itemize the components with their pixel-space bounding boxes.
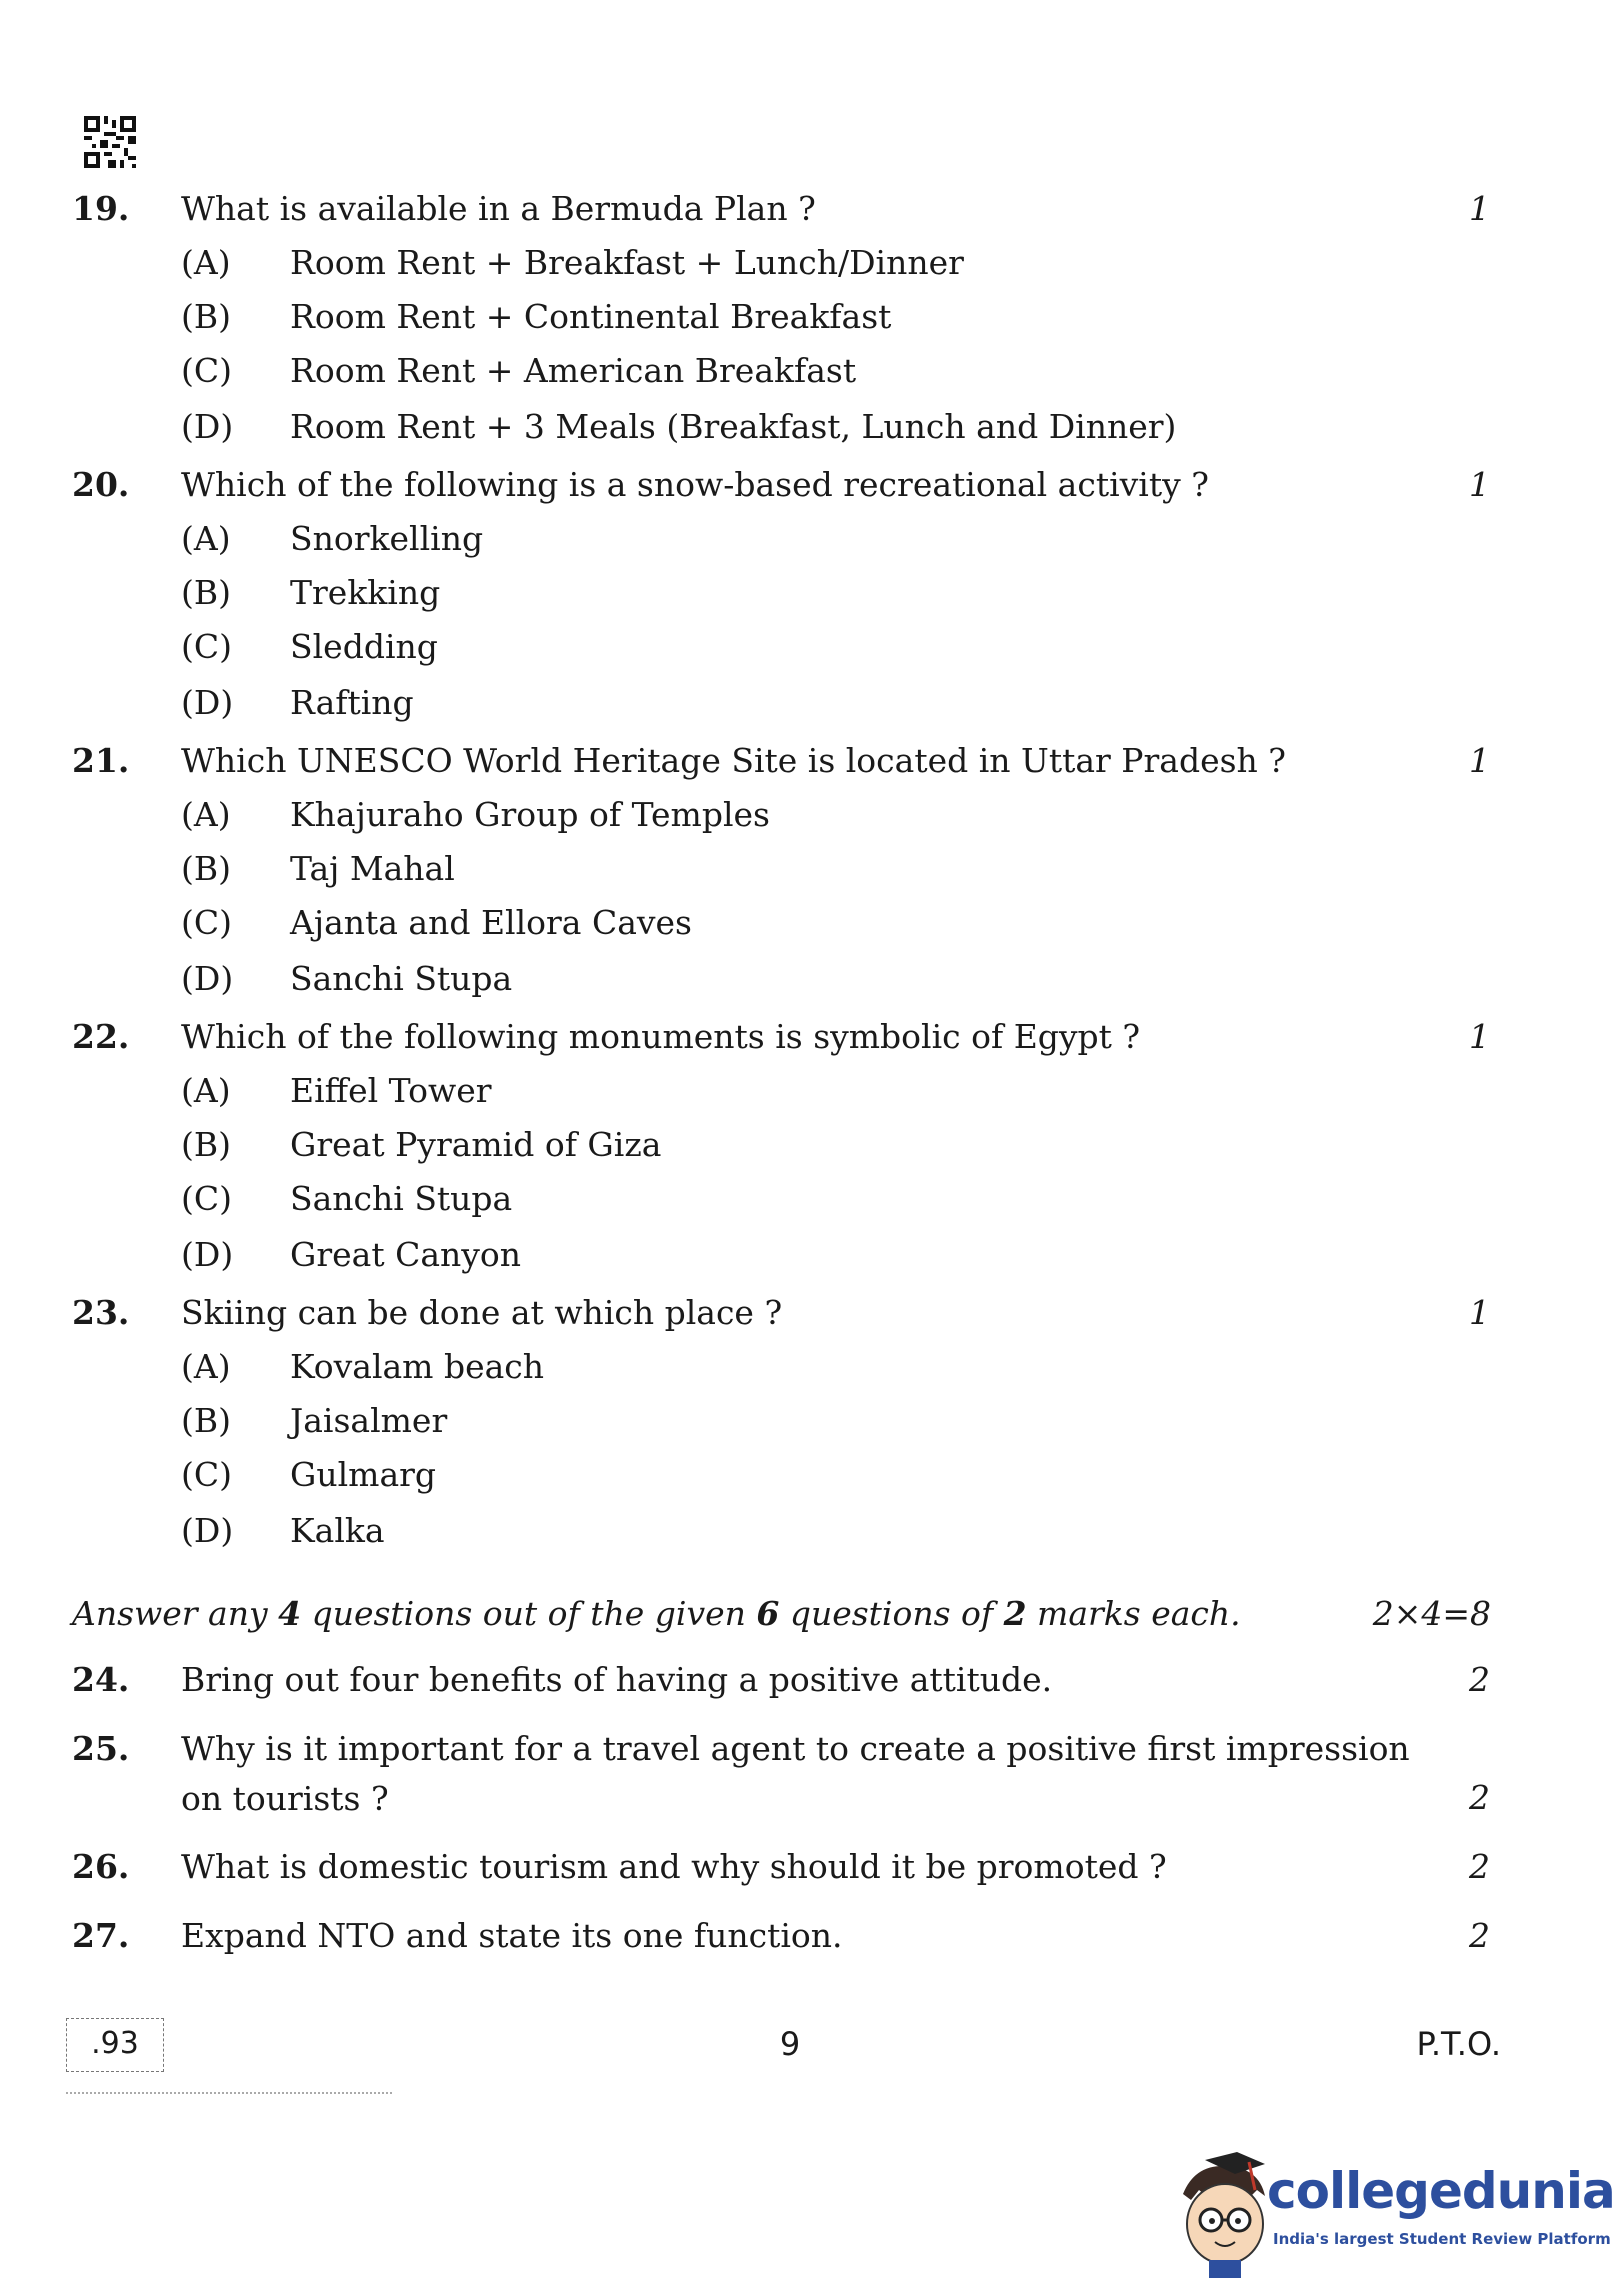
- question-text: Bring out four benefits of having a positive attitude.: [181, 1660, 1053, 1699]
- option-text: Great Canyon: [290, 1235, 522, 1274]
- footer-divider: [66, 2092, 392, 2094]
- instruction-count: 2: [1003, 1594, 1027, 1633]
- option-label: (A): [181, 1347, 231, 1386]
- option-text: Khajuraho Group of Temples: [290, 795, 770, 834]
- pto-label: P.T.O.: [1416, 2025, 1501, 2063]
- option-label: (C): [181, 351, 232, 390]
- question-text: Which UNESCO World Heritage Site is located in Uttar Pradesh ?: [181, 741, 1286, 780]
- option-text: Room Rent + Breakfast + Lunch/Dinner: [290, 243, 964, 282]
- option-item: [0, 841, 1571, 897]
- option-label: (D): [181, 683, 234, 722]
- instruction-part: Answer any: [72, 1594, 279, 1633]
- collegedunia-logo[interactable]: [1165, 2150, 1615, 2278]
- option-item: [0, 235, 1571, 291]
- question-text: Why is it important for a travel agent to create a positive first impression on tourists ?: [181, 1729, 1410, 1818]
- option-label: (D): [181, 407, 234, 446]
- question-text: Which of the following monuments is symbolic of Egypt ?: [181, 1017, 1141, 1056]
- question-number: 26.: [72, 1847, 130, 1886]
- question-marks: 2: [1469, 1847, 1490, 1886]
- brand-name: collegedunia: [1267, 2162, 1615, 2220]
- option-item: [0, 399, 1571, 455]
- option-label: (A): [181, 795, 231, 834]
- question-text: Skiing can be done at which place ?: [181, 1293, 783, 1332]
- option-item: [0, 343, 1571, 399]
- page-number: 9: [779, 2025, 801, 2063]
- question-marks: 1: [1469, 1293, 1490, 1332]
- option-label: (A): [181, 243, 231, 282]
- question-marks: 2: [1469, 1916, 1490, 1955]
- option-label: (A): [181, 519, 231, 558]
- option-label: (A): [181, 1071, 231, 1110]
- question-marks: 1: [1469, 741, 1490, 780]
- option-text: Rafting: [290, 683, 414, 722]
- option-item: [0, 1339, 1571, 1395]
- instruction-count: 6: [756, 1594, 780, 1633]
- option-item: [0, 675, 1571, 731]
- option-item: [0, 1393, 1571, 1449]
- question-marks: 2: [1469, 1660, 1490, 1699]
- option-text: Room Rent + 3 Meals (Breakfast, Lunch and Dinner): [290, 407, 1177, 446]
- option-text: Sanchi Stupa: [290, 1179, 513, 1218]
- option-text: Taj Mahal: [290, 849, 455, 888]
- instruction-part: questions out of the given: [301, 1594, 757, 1633]
- option-item: [0, 1171, 1571, 1227]
- option-text: Room Rent + Continental Breakfast: [290, 297, 892, 336]
- option-text: Room Rent + American Breakfast: [290, 351, 857, 390]
- option-item: [0, 1117, 1571, 1173]
- instruction-count: 4: [278, 1594, 302, 1633]
- option-item: [0, 1503, 1571, 1559]
- question-text: What is domestic tourism and why should it be promoted ?: [181, 1847, 1167, 1886]
- option-text: Eiffel Tower: [290, 1071, 492, 1110]
- option-text: Gulmarg: [290, 1455, 437, 1494]
- option-label: (B): [181, 1401, 231, 1440]
- question-text: What is available in a Bermuda Plan ?: [181, 189, 816, 228]
- option-text: Snorkelling: [290, 519, 484, 558]
- option-item: [0, 787, 1571, 843]
- option-item: [0, 289, 1571, 345]
- question-text: Expand NTO and state its one function.: [181, 1916, 843, 1955]
- option-label: (C): [181, 627, 232, 666]
- section-total-marks: 2×4=8: [1372, 1594, 1491, 1633]
- option-label: (C): [181, 1455, 232, 1494]
- option-label: (D): [181, 1511, 234, 1550]
- option-item: [0, 951, 1571, 1007]
- option-text: Sanchi Stupa: [290, 959, 513, 998]
- option-text: Kalka: [290, 1511, 385, 1550]
- option-text: Great Pyramid of Giza: [290, 1125, 662, 1164]
- option-item: [0, 619, 1571, 675]
- option-label: (C): [181, 903, 232, 942]
- question-number: 19.: [72, 189, 130, 228]
- instruction-text: [72, 1586, 1241, 1642]
- question-text: Which of the following is a snow-based recreational activity ?: [181, 465, 1209, 504]
- option-text: Trekking: [290, 573, 441, 612]
- question-number: 22.: [72, 1017, 130, 1056]
- question-number: 23.: [72, 1293, 130, 1332]
- question-marks: 1: [1469, 465, 1490, 504]
- paper-code: .93: [66, 2018, 164, 2072]
- question-marks: 2: [1469, 1778, 1490, 1817]
- option-label: (B): [181, 849, 231, 888]
- option-item: [0, 511, 1571, 567]
- option-item: [0, 1063, 1571, 1119]
- option-item: [0, 565, 1571, 621]
- option-label: (C): [181, 1179, 232, 1218]
- option-label: (D): [181, 1235, 234, 1274]
- option-item: [0, 1447, 1571, 1503]
- instruction-part: marks each.: [1026, 1594, 1241, 1633]
- option-text: Jaisalmer: [290, 1401, 448, 1440]
- question-marks: 1: [1469, 1017, 1490, 1056]
- option-label: (B): [181, 573, 231, 612]
- qr-code-icon: [84, 116, 136, 168]
- option-text: Ajanta and Ellora Caves: [290, 903, 692, 942]
- question-marks: 1: [1469, 189, 1490, 228]
- question-number: 21.: [72, 741, 130, 780]
- question-number: 25.: [72, 1729, 130, 1768]
- option-item: [0, 895, 1571, 951]
- instruction-part: questions of: [779, 1594, 1004, 1633]
- section-instruction: [72, 1586, 1491, 1642]
- brand-tagline: India's largest Student Review Platform: [1273, 2230, 1611, 2248]
- option-text: Kovalam beach: [290, 1347, 545, 1386]
- question-number: 24.: [72, 1660, 130, 1699]
- question-number: 20.: [72, 465, 130, 504]
- option-label: (B): [181, 297, 231, 336]
- option-item: [0, 1227, 1571, 1283]
- question-number: 27.: [72, 1916, 130, 1955]
- option-label: (D): [181, 959, 234, 998]
- option-label: (B): [181, 1125, 231, 1164]
- option-text: Sledding: [290, 627, 438, 666]
